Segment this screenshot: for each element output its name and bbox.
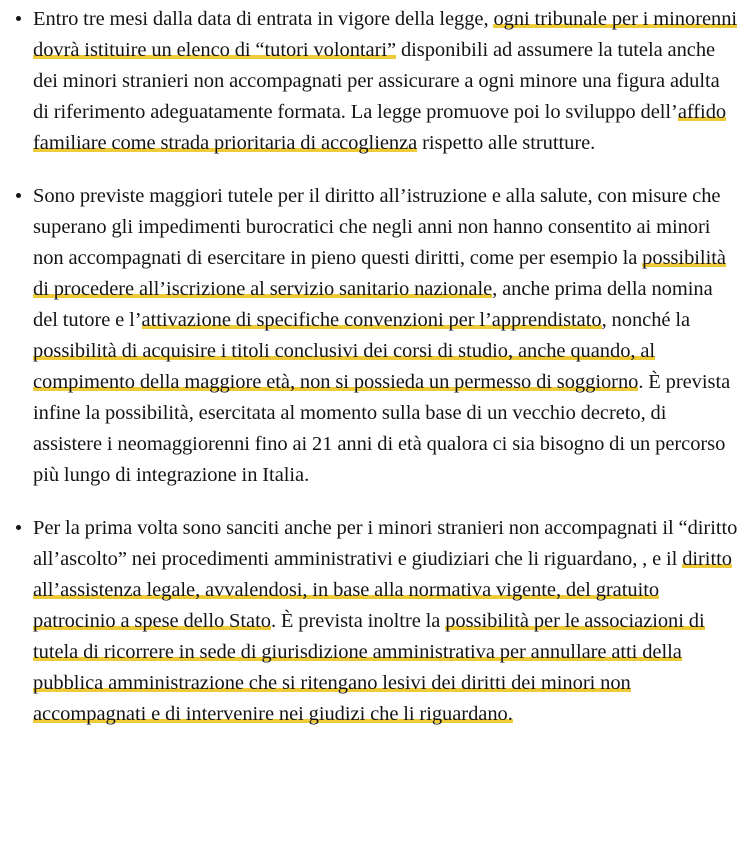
highlighted-text: ogni tribunale per i minorenni dovrà istituire un elenco di “tutori volontari” [33,8,738,61]
list-item [0,513,740,730]
paragraph-text [33,4,740,159]
bullet-point-icon [16,16,21,21]
highlighted-text: affido familiare come strada prioritaria di accoglienza [33,101,727,154]
bullet-point-icon [16,193,21,198]
plain-text: rispetto alle strutture. [417,132,596,154]
bullet-point-icon [16,525,21,530]
plain-text: Sono previste maggiori tutele per il diritto all’istruzione e alla salute, con misure che superano gli impedimenti burocratici che negli anni non hanno consentito ai minori non accompagnati di esercitare in pieno questi diritti, come per esempio la [33,185,721,269]
bulleted-list [0,4,740,730]
plain-text: . È prevista inoltre la [270,610,446,632]
plain-text: Per la prima volta sono sanciti anche per i minori stranieri non accompagnati il “diritto all’ascolto” nei procedimenti amministrativi e giudiziari che li riguardano, , e il [33,517,738,570]
paragraph-text [33,513,740,730]
highlighted-text: possibilità per le associazioni di tutela di ricorrere in sede di giurisdizione amministrativa per annullare atti della pubblica amministrazione che si ritengano lesivi dei diritti dei minori non accompagnati e di intervenire nei giudizi che li riguardano. [33,610,705,725]
plain-text: , nonché la [601,309,691,331]
plain-text: disponibili ad assumere la tutela anche dei minori stranieri non accompagnati per assicurare a ogni minore una figura adulta di riferimento adeguatamente formata. La legge promuove poi lo sviluppo dell’ [33,39,720,123]
paragraph-text [33,181,740,491]
list-item [0,4,740,159]
plain-text: . È prevista infine la possibilità, esercitata al momento sulla base di un vecchio decreto, di assistere i neomaggiorenni fino ai 21 anni di età qualora ci sia bisogno di un percorso più lungo di integrazione in Italia. [33,371,731,486]
highlighted-text: diritto all’assistenza legale, avvalendosi, in base alla normativa vigente, del gratuito patrocinio a spese dello Stato [33,548,732,632]
list-item [0,181,740,491]
highlighted-text: possibilità di acquisire i titoli conclusivi dei corsi di studio, anche quando, al compimento della maggiore età, non si possieda un permesso di soggiorno [33,340,656,393]
highlighted-text: attivazione di specifiche convenzioni per l’apprendistato [141,309,602,331]
plain-text: , anche prima della nomina del tutore e l’ [33,278,713,331]
highlighted-text: possibilità di procedere all’iscrizione al servizio sanitario nazionale [33,247,726,300]
plain-text: Entro tre mesi dalla data di entrata in vigore della legge, [33,8,494,30]
